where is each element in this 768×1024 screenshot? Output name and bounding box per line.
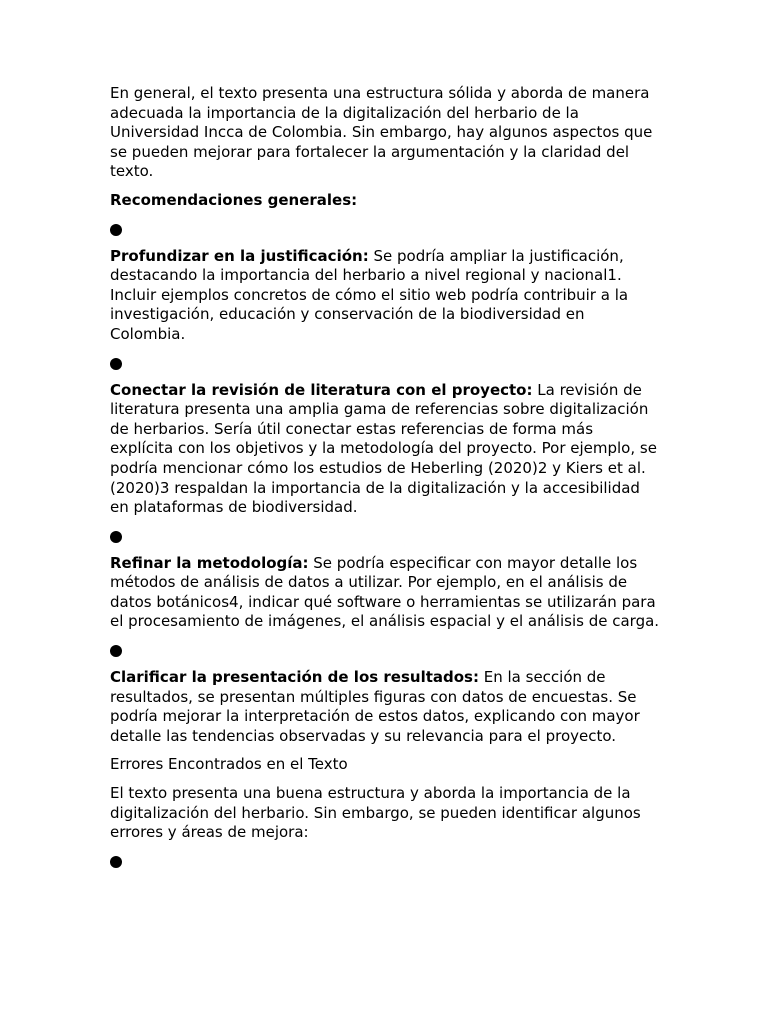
recommendation-title: Clarificar la presentación de los resultados:: [110, 668, 479, 687]
bullet-marker: [110, 852, 660, 870]
document-page: [110, 84, 660, 879]
bullet-marker: [110, 527, 660, 545]
errors-heading: Errores Encontrados en el Texto: [110, 755, 348, 774]
intro-paragraph: En general, el texto presenta una estructura sólida y aborda de manera adecuada la importancia de la digitalización del herbario de la Universidad Incca de Colombia. Sin embargo, hay algunos aspectos que se pueden mejorar para fortalecer la argumentación y la claridad del texto.: [110, 84, 653, 181]
recommendation-item: [110, 381, 660, 518]
bullet-dot-icon: [110, 224, 122, 236]
recommendation-text: La revisión de literatura presenta una amplia gama de referencias sobre digitalización de herbarios. Sería útil conectar estas referencias de forma más explícita con los objetivos y la metodología del proyecto. Por ejemplo, se podría mencionar cómo los estudios de Heberling (2020)2 y Kiers et al. (2020)3 respaldan la importancia de la digitalización y la accesibilidad en plataformas de biodiversidad.: [110, 380, 657, 517]
bullet-marker: [110, 220, 660, 238]
recommendation-item: [110, 668, 660, 746]
recommendation-title: Conectar la revisión de literatura con el proyecto:: [110, 380, 533, 399]
recommendation-title: Profundizar en la justificación:: [110, 246, 369, 265]
recommendation-text: Se podría ampliar la justificación, destacando la importancia del herbario a nivel regional y nacional1. Incluir ejemplos concretos de cómo el sitio web podría contribuir a la investigación, educación y conservación de la biodiversidad en Colombia.: [110, 246, 629, 343]
errors-intro-paragraph: El texto presenta una buena estructura y aborda la importancia de la digitalización del herbario. Sin embargo, se pueden identificar algunos errores y áreas de mejora:: [110, 784, 641, 842]
recommendation-item: [110, 554, 660, 632]
recommendation-item: [110, 247, 660, 345]
bullet-marker: [110, 354, 660, 372]
bullet-dot-icon: [110, 645, 122, 657]
bullet-marker: [110, 641, 660, 659]
recommendation-text: Se podría especificar con mayor detalle los métodos de análisis de datos a utilizar. Por ejemplo, en el análisis de datos botánicos4, indicar qué software o herramientas se utilizarán para el procesamiento de imágenes, el análisis espacial y el análisis de carga.: [110, 553, 660, 631]
recommendation-text: En la sección de resultados, se presentan múltiples figuras con datos de encuestas. Se podría mejorar la interpretación de estos datos, explicando con mayor detalle las tendencias observadas y su relevancia para el proyecto.: [110, 668, 640, 745]
bullet-dot-icon: [110, 531, 122, 543]
bullet-dot-icon: [110, 856, 122, 868]
recommendations-heading: Recomendaciones generales:: [110, 190, 358, 209]
recommendation-title: Refinar la metodología:: [110, 553, 309, 572]
bullet-dot-icon: [110, 358, 122, 370]
